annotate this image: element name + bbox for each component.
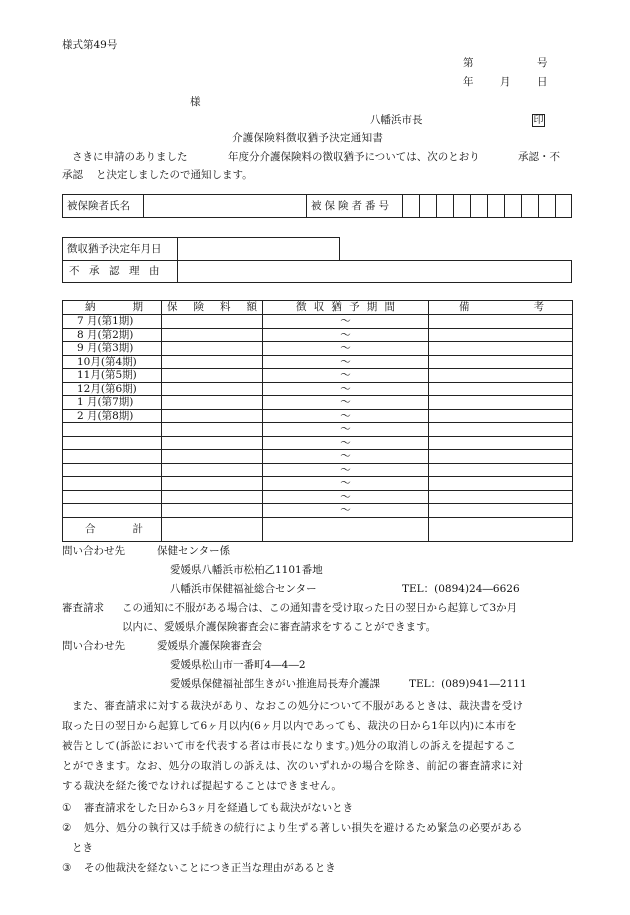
seal-mark: 印 [533, 115, 544, 126]
exception-2-text: 処分、処分の執行又は手続きの続行により生ずる著しい損失を避けるため緊急の必要がある [84, 822, 523, 834]
contact2-dept: 愛媛県保健福祉部生きがい推進局長寿介護課 [170, 678, 380, 690]
contact2-org: 愛媛県介護保険審査会 [157, 640, 262, 652]
total-label-cell [63, 517, 162, 541]
intro-line2-a: 承認 [62, 169, 83, 181]
remarks-cell [429, 423, 573, 437]
remarks-cell [429, 328, 573, 342]
lawsuit-line2: 取った日の翌日から起算して6ヶ月以内(6ヶ月以内であっても、裁決の日から1年以内)に本市を [62, 720, 517, 732]
period-cell: 7 月(第1期) [63, 315, 162, 329]
contact2-address: 愛媛県松山市一番町4―4―2 [170, 659, 306, 671]
review-line1: この通知に不服がある場合は、この通知書を受け取った日の翌日から起算して3か月 [122, 602, 518, 614]
date-month: 月 [500, 76, 511, 88]
remarks-cell [429, 355, 573, 369]
issuer: 八幡浜市長 [370, 114, 423, 126]
premium-cell [162, 490, 263, 504]
period-cell: 8 月(第2期) [63, 328, 162, 342]
table-row [63, 490, 573, 504]
premium-cell [162, 450, 263, 464]
table-row [63, 423, 573, 437]
lawsuit-line5: する裁決を経た後でなければ提起することはできません。 [62, 780, 343, 792]
contact1-dept: 保健センター係 [157, 545, 231, 557]
period-cell [63, 504, 162, 518]
decision-date-label: 徴収猶予決定年月日 [67, 243, 162, 255]
reason-row [62, 260, 572, 283]
form-number: 様式第49号 [62, 39, 118, 51]
remarks-cell [429, 450, 573, 464]
remarks-cell [429, 436, 573, 450]
premium-cell [162, 396, 263, 410]
premium-cell [162, 355, 263, 369]
remarks-cell [429, 477, 573, 491]
remarks-cell [429, 396, 573, 410]
deferment-cell: ～ [263, 450, 429, 464]
premium-cell [162, 436, 263, 450]
table-row [63, 328, 573, 342]
spaced-label: 納 期 [85, 301, 143, 314]
lawsuit-line3: 被告として(訴訟において市を代表する者は市長になります。)処分の取消しの訴えを提起するこ [62, 740, 517, 752]
header-remarks [429, 301, 573, 315]
table-row [63, 342, 573, 356]
total-row [63, 517, 573, 541]
total-premium-cell [162, 517, 263, 541]
total-remarks-cell [429, 517, 573, 541]
schedule-header-row [63, 301, 573, 315]
spaced-label: 徴 収 猶 予 期 間 [296, 301, 395, 314]
premium-cell [162, 477, 263, 491]
deferment-cell: ～ [263, 436, 429, 450]
insured-number-label: 被保険者番号 [311, 200, 392, 212]
period-cell: 9 月(第3期) [63, 342, 162, 356]
spaced-label: 合 計 [85, 522, 143, 535]
period-cell [63, 423, 162, 437]
exception-2-mark: ② [62, 822, 72, 834]
deferment-cell: ～ [263, 504, 429, 518]
period-cell [63, 436, 162, 450]
remarks-cell [429, 315, 573, 329]
deferment-cell: ～ [263, 382, 429, 396]
intro-line1-c: 承認・不 [518, 151, 560, 163]
review-label: 審査請求 [62, 602, 104, 614]
deferment-cell: ～ [263, 396, 429, 410]
premium-cell [162, 369, 263, 383]
remarks-cell [429, 490, 573, 504]
deferment-cell: ～ [263, 355, 429, 369]
contact1-facility: 八幡浜市保健福祉総合センター [170, 583, 317, 595]
period-cell [63, 477, 162, 491]
intro-line2-b: と決定しましたので通知します。 [96, 169, 253, 181]
table-row [63, 450, 573, 464]
table-row [63, 382, 573, 396]
contact1-address: 愛媛県八幡浜市松柏乙1101番地 [170, 564, 323, 576]
premium-cell [162, 504, 263, 518]
spaced-label: 備 考 [459, 301, 544, 314]
period-cell: 10月(第4期) [63, 355, 162, 369]
remarks-cell [429, 342, 573, 356]
exception-2-text-cont: とき [72, 842, 93, 854]
premium-cell [162, 342, 263, 356]
deferment-cell: ～ [263, 423, 429, 437]
premium-cell [162, 409, 263, 423]
deferment-cell: ～ [263, 490, 429, 504]
intro-line1-a: さきに申請のありました [72, 151, 188, 163]
deferment-cell: ～ [263, 328, 429, 342]
premium-cell [162, 328, 263, 342]
schedule-table [62, 300, 573, 542]
intro-line1-b: 年度分介護保険料の徴収猶予については、次のとおり [228, 151, 480, 163]
deferment-cell: ～ [263, 315, 429, 329]
exception-3-mark: ③ [62, 862, 72, 874]
period-cell [63, 463, 162, 477]
table-row [63, 355, 573, 369]
period-cell: 1 月(第7期) [63, 396, 162, 410]
contact1-label: 問い合わせ先 [62, 545, 125, 557]
deferment-cell: ～ [263, 463, 429, 477]
period-cell: 2 月(第8期) [63, 409, 162, 423]
insured-table [62, 194, 572, 218]
doc-no-dai: 第 [463, 57, 474, 69]
table-row [63, 369, 573, 383]
table-row [63, 504, 573, 518]
spaced-label: 保 険 料 額 [167, 301, 257, 314]
premium-cell [162, 463, 263, 477]
header-premium [162, 301, 263, 315]
remarks-cell [429, 463, 573, 477]
header-period [63, 301, 162, 315]
deferment-cell: ～ [263, 409, 429, 423]
document-title: 介護保険料徴収猶予決定通知書 [232, 132, 384, 144]
table-row [63, 315, 573, 329]
lawsuit-line1: また、審査請求に対する裁決があり、なおこの処分について不服があるときは、裁決書を受け [72, 700, 524, 712]
period-cell [63, 450, 162, 464]
exception-3-text: その他裁決を経ないことにつき正当な理由があるとき [84, 862, 336, 874]
table-row [63, 396, 573, 410]
review-line2: 以内に、愛媛県介護保険審査会に審査請求をすることができます。 [122, 621, 437, 633]
date-year: 年 [463, 76, 474, 88]
period-cell [63, 490, 162, 504]
remarks-cell [429, 369, 573, 383]
premium-cell [162, 423, 263, 437]
deferment-cell: ～ [263, 342, 429, 356]
deferment-cell: ～ [263, 477, 429, 491]
remarks-cell [429, 409, 573, 423]
total-deferment-cell [263, 517, 429, 541]
lawsuit-line4: とができます。なお、処分の取消しの訴えは、次のいずれかの場合を除き、前記の審査請求に対 [62, 760, 523, 772]
insured-name-label: 被保険者氏名 [67, 200, 130, 212]
addressee-suffix: 様 [190, 96, 201, 108]
exception-1-text: 審査請求をした日から3ヶ月を経過しても裁決がないとき [84, 802, 354, 814]
exception-1-mark: ① [62, 802, 72, 814]
period-cell: 12月(第6期) [63, 382, 162, 396]
remarks-cell [429, 504, 573, 518]
header-deferment [263, 301, 429, 315]
remarks-cell [429, 382, 573, 396]
table-row [63, 409, 573, 423]
contact2-tel: TEL：(089)941―2111 [409, 678, 527, 690]
contact2-label: 問い合わせ先 [62, 640, 125, 652]
table-row [63, 436, 573, 450]
date-day: 日 [537, 76, 548, 88]
table-row [63, 477, 573, 491]
deferment-cell: ～ [263, 369, 429, 383]
premium-cell [162, 382, 263, 396]
table-row [63, 463, 573, 477]
period-cell: 11月(第5期) [63, 369, 162, 383]
reason-label: 不承認理由 [69, 265, 169, 277]
decision-date-row [62, 237, 340, 261]
doc-no-go: 号 [537, 57, 548, 69]
contact1-tel: TEL：(0894)24―6626 [402, 583, 520, 595]
premium-cell [162, 315, 263, 329]
